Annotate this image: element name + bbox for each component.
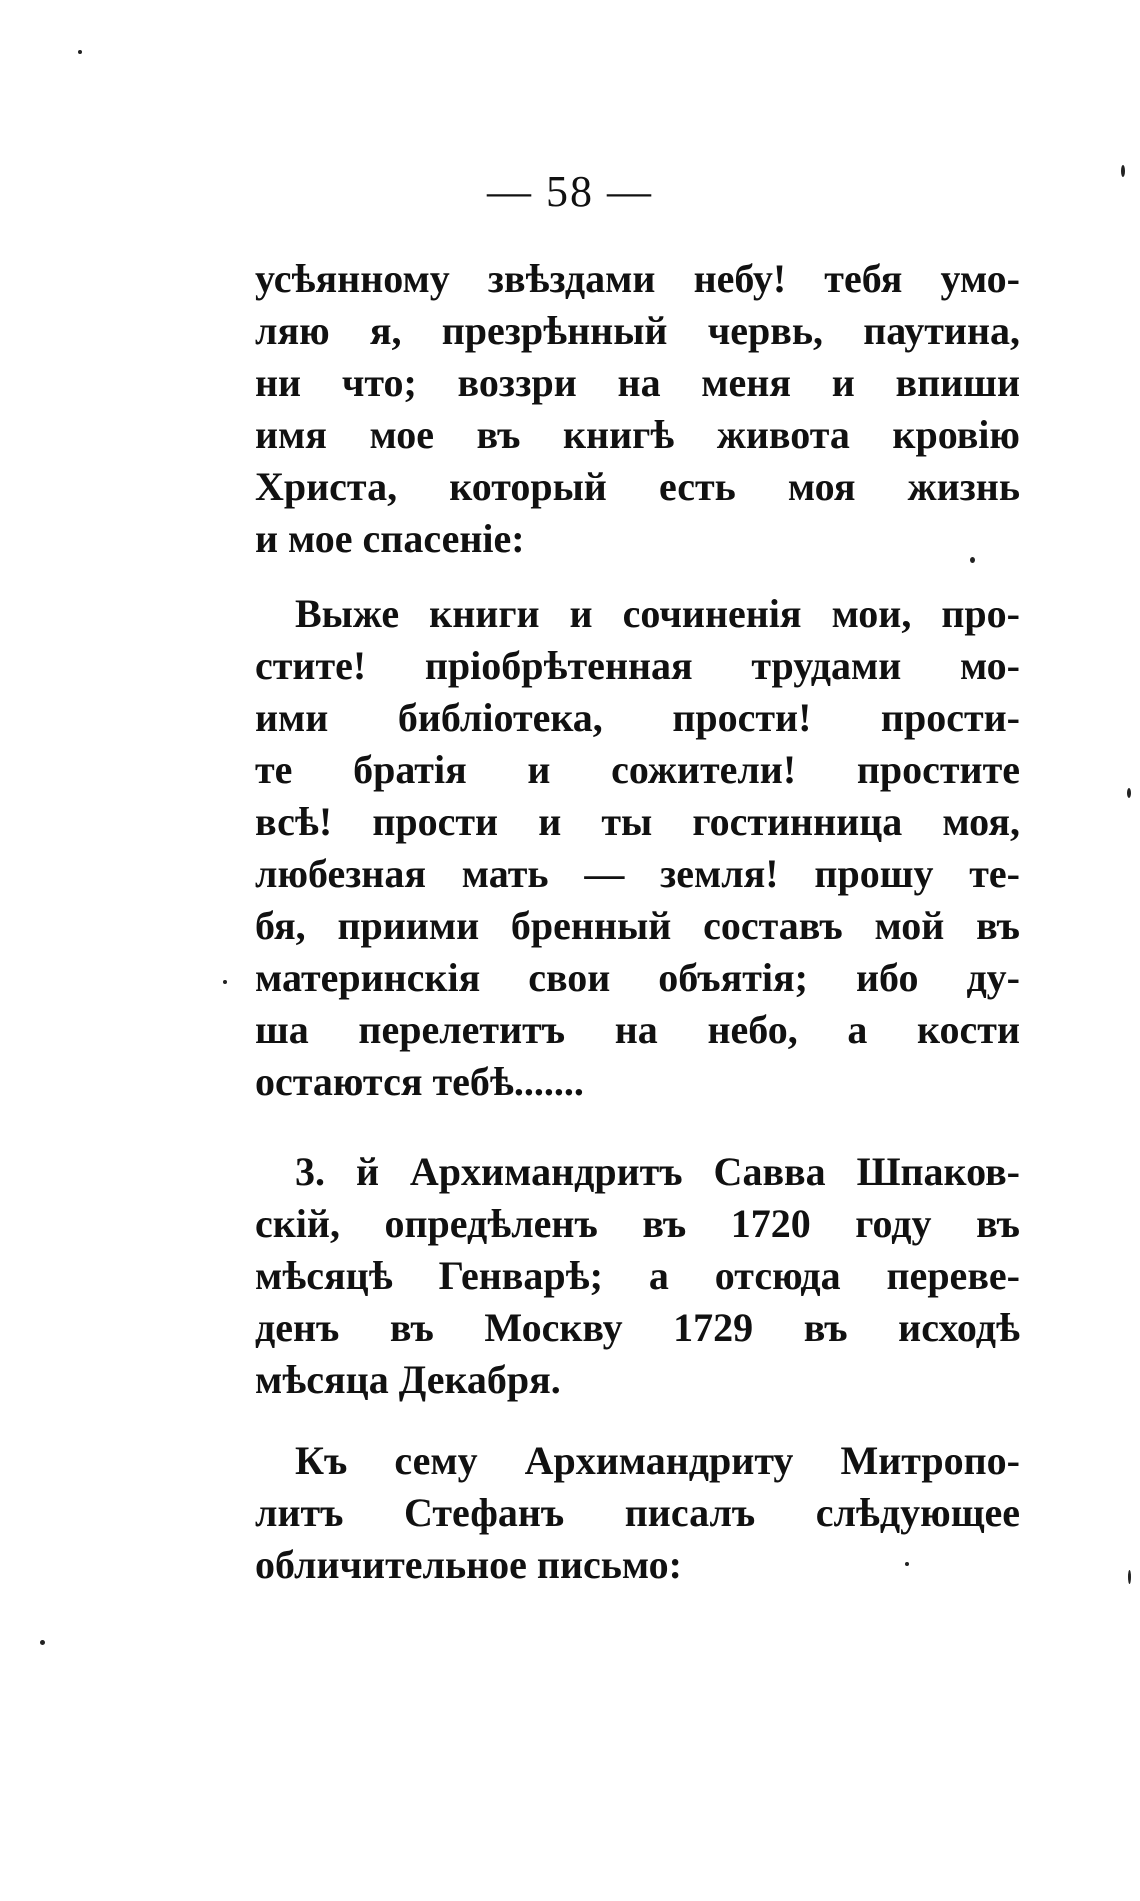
text-line: любезная мать — земля! прошу те- [255,851,1020,896]
scan-mark [1127,788,1131,798]
text-line: и мое спасеніе: [255,516,525,561]
text-line: всѣ! прости и ты гостинница моя, [255,799,1020,844]
text-line: мѣсяцѣ Генварѣ; а отсюда переве- [255,1253,1020,1298]
text-line: те братія и сожители! простите [255,747,1020,792]
page-number: — 58 — [487,167,653,216]
text-line: обличительное письмо: [255,1542,682,1587]
text-line: Къ сему Архимандриту Митропо- [295,1438,1020,1483]
text-line: литъ Стефанъ писалъ слѣдующее [255,1490,1020,1535]
text-line: 3. й Архимандритъ Савва Шпаков- [295,1149,1020,1194]
scan-mark [1121,165,1125,177]
scan-mark [905,1562,909,1566]
scan-mark [40,1640,45,1645]
text-line: мѣсяца Декабря. [255,1357,561,1402]
text-line: материнскія свои объятія; ибо ду- [255,955,1020,1000]
text-line: ляю я, презрѣнный червь, паутина, [255,308,1020,353]
text-line: остаются тебѣ....... [255,1059,584,1104]
text-line: усѣянному звѣздами небу! тебя умо- [255,256,1020,301]
text-line: бя, приими бренный составъ мой въ [255,903,1020,948]
text-line: стите! пріобрѣтенная трудами мо- [255,643,1020,688]
scan-mark [78,50,82,54]
text-line: имя мое въ книгѣ живота кровію [255,412,1020,457]
text-line: ша перелетитъ на небо, а кости [255,1007,1020,1052]
text-line: ни что; воззри на меня и впиши [255,360,1020,405]
text-line: Выже книги и сочиненія мои, про- [295,591,1020,636]
scan-mark [223,980,227,984]
text-line: ими библіотека, прости! прости- [255,695,1020,740]
scan-mark [970,557,975,563]
text-line: Христа, который есть моя жизнь [255,464,1020,509]
text-line: денъ въ Москву 1729 въ исходѣ [255,1305,1020,1350]
scan-mark [1128,1570,1131,1584]
text-line: скій, опредѣленъ въ 1720 году въ [255,1201,1020,1246]
